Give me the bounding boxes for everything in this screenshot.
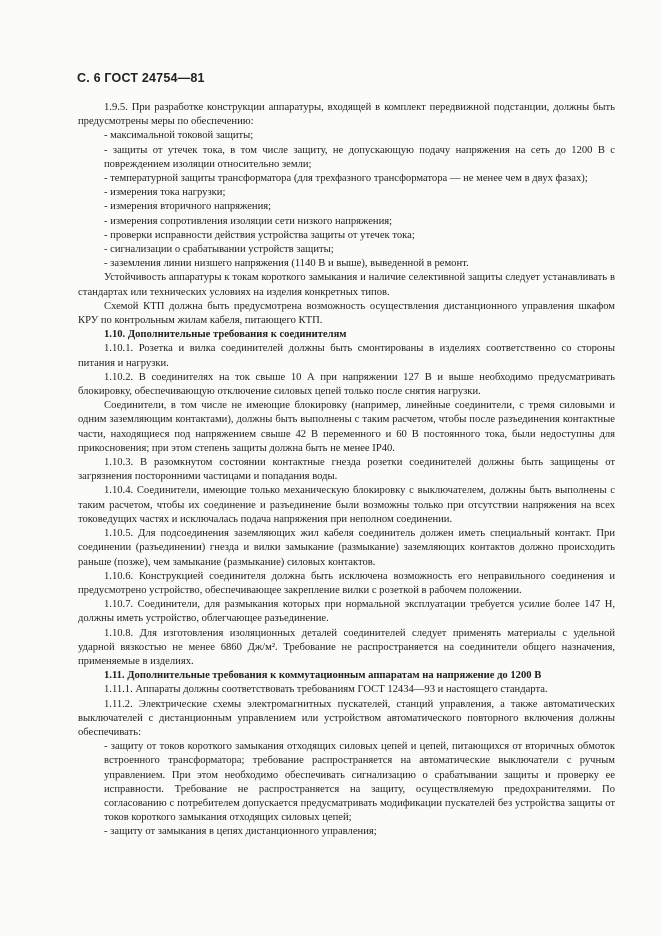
list-item: - защиты от утечек тока, в том числе защиту, не допускающую подачу напряжения на сеть до 1200 В с повреждением изоляции относительно земли; xyxy=(104,144,615,170)
paragraph: 1.10.2. В соединителях на ток свыше 10 А при напряжении 127 В и выше необходимо предусматривать блокировку, обеспечивающую отключение силовых цепей только после снятия нагрузки. xyxy=(78,371,615,398)
paragraph: 1.10.8. Для изготовления изоляционных деталей соединителей следует применять материалы с удельной ударной вязкостью не менее 6860 Дж/м². Требование не распространяется на соединители общего назначения, применяемые в изделиях. xyxy=(78,627,615,667)
list-item: - температурной защиты трансформатора (для трехфазного трансформатора — не менее чем в двух фазах); xyxy=(104,173,588,185)
document-body xyxy=(78,101,615,840)
list-item: - проверки исправности действия устройства защиты от утечек тока; xyxy=(104,229,415,241)
paragraph: Соединители, в том числе не имеющие блокировку (например, линейные соединители, с тремя силовыми и одним заземляющим контактами), должны быть выполнены с таким расчетом, чтобы после разъединения контактные части, находящиеся под напряжением свыше 42 В переменного и 60 В постоянного тока, были недоступны для прикосновения; при этом степень защиты должна быть не менее IP40. xyxy=(78,400,615,454)
paragraph: 1.11.2. Электрические схемы электромагнитных пускателей, станций управления, а также автоматических выключателей с дистанционным управлением или устройством автоматического повторного включения должны обеспечивать: xyxy=(78,698,615,738)
paragraph: 1.10.3. В разомкнутом состоянии контактные гнезда розетки соединителей должны быть защищены от загрязнения посторонними частицами и попадания воды. xyxy=(78,457,615,483)
list-item: - измерения тока нагрузки; xyxy=(104,187,226,199)
list-item: - измерения сопротивления изоляции сети низкого напряжения; xyxy=(104,215,393,227)
list-item: - максимальной токовой защиты; xyxy=(104,130,254,142)
list-item: - защиту от токов короткого замыкания отходящих силовых цепей и цепей, питающихся от вторичных обмоток встроенного трансформатора; требование распространяется на автоматические выключатели с ручным управлением. При этом необходимо обеспечивать сигнализацию о срабатывании защиты и проверку ее исправности. Требование не распространяется на защиту, осуществляемую предохранителями. По согласованию с потребителем допускается предусматривать модификации пускателей без устройства защиты от токов короткого замыкания отходящих силовых цепей; xyxy=(104,741,615,824)
section-heading: 1.11. Дополнительные требования к коммутационным аппаратам на напряжение до 1200 В xyxy=(104,670,542,682)
paragraph: 1.10.4. Соединители, имеющие только механическую блокировку с выключателем, должны быть выполнены с таким расчетом, чтобы их соединение и разъединение были возможны только при отсутствии напряжения на всех токоведущих частях и исключалась подача напряжения при неполном соединении. xyxy=(78,485,615,525)
section-heading: 1.10. Дополнительные требования к соединителям xyxy=(104,329,347,341)
paragraph: 1.10.6. Конструкцией соединителя должна быть исключена возможность его неправильного соединения и предусмотрено устройство, обеспечивающее закрепление вилки с розеткой в рабочем положении. xyxy=(78,570,615,596)
page-header: С. 6 ГОСТ 24754—81 xyxy=(77,71,205,85)
paragraph: 1.10.7. Соединители, для размыкания которых при нормальной эксплуатации требуется усилие более 147 Н, должны иметь устройство, облегчающее разъединение. xyxy=(78,599,615,625)
list-item: - сигнализации о срабатывании устройств защиты; xyxy=(104,244,334,256)
paragraph: 1.10.1. Розетка и вилка соединителей должны быть смонтированы в изделиях соответственно со стороны питания и нагрузки. xyxy=(78,343,615,369)
paragraph: Схемой КТП должна быть предусмотрена возможность осуществления дистанционного управления шкафом КРУ по контрольным жилам кабеля, питающего КТП. xyxy=(78,300,615,327)
list-item: - заземления линии низшего напряжения (1140 В и выше), выведенной в ремонт. xyxy=(104,258,469,270)
paragraph: 1.9.5. При разработке конструкции аппаратуры, входящей в комплект передвижной подстанции, должны быть предусмотрены меры по обеспечению: xyxy=(78,102,615,128)
list-item: - защиту от замыкания в цепях дистанционного управления; xyxy=(104,826,377,838)
paragraph: Устойчивость аппаратуры к токам короткого замыкания и наличие селективной защиты следует устанавливать в стандартах или технических условиях на изделия конкретных типов. xyxy=(78,272,615,298)
paragraph: 1.11.1. Аппараты должны соответствовать требованиям ГОСТ 12434—93 и настоящего стандарта. xyxy=(104,684,548,696)
list-item: - измерения вторичного напряжения; xyxy=(104,201,272,213)
paragraph: 1.10.5. Для подсоединения заземляющих жил кабеля соединитель должен иметь специальный контакт. При соединении (разъединении) гнезда и вилки замыкание (размыкание) заземляющих контактов должно происходить раньше (позже), чем замыкание (размыкание) силовых контактов. xyxy=(78,528,615,568)
